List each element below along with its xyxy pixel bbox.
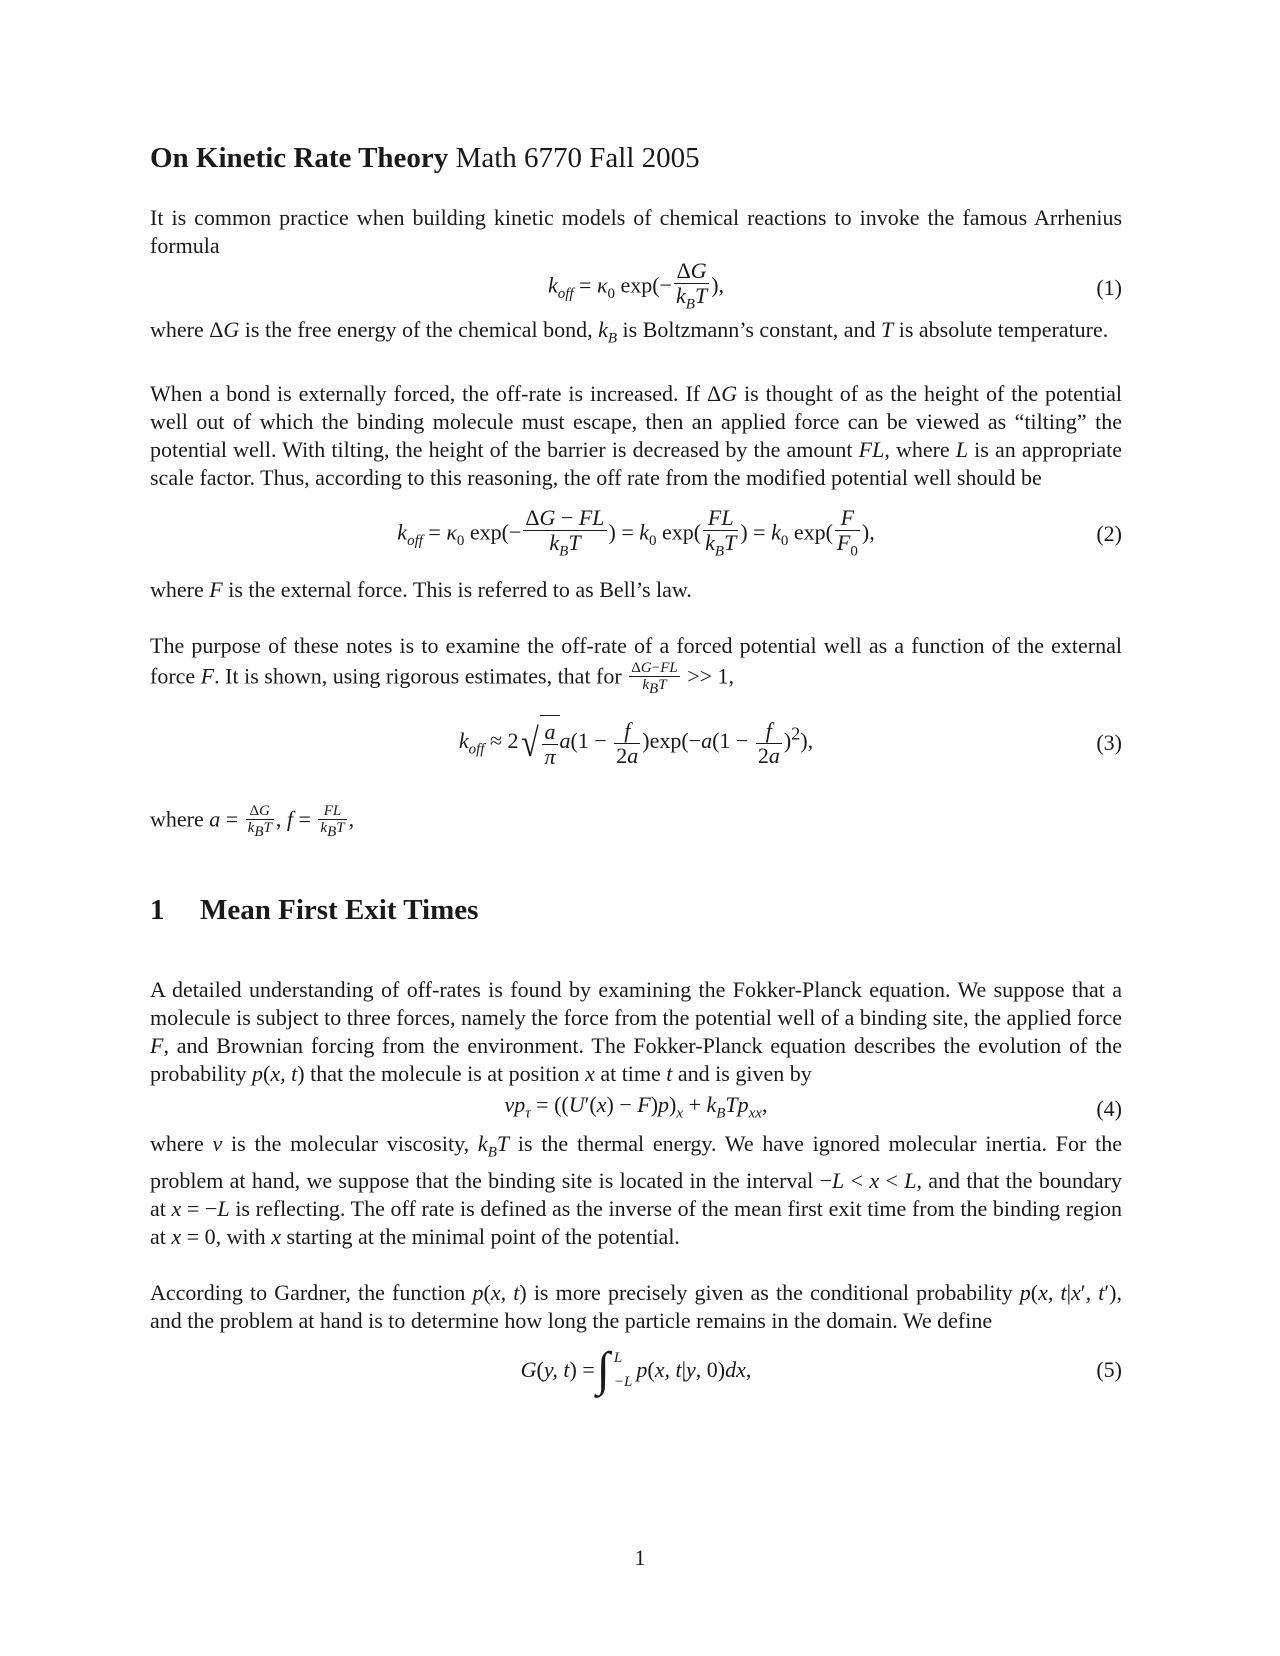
intro-paragraph: It is common practice when building kinetic models of chemical reactions to invoke the famous Arrhenius formula bbox=[150, 205, 1122, 258]
equation-4: $\nu p_\tau = ((U'(x) - F)p)_x + k_BTp_{xx}$, (4) bbox=[504, 1092, 1122, 1122]
bell-paragraph: When a bond is externally forced, the off-rate is increased. If ΔG is thought of as the height of the potential well out of which the binding molecule must escape, then an applied force can be viewed as “tilting” the potential well. With tilting, the height of the barrier is decreased by the amount FL, where L is an appropriate scale factor. Thus, according to this reasoning, the off rate from the modified potential well should be bbox=[150, 381, 1122, 491]
equation-3-number: (3) bbox=[1096, 730, 1122, 756]
bell-law-sentence: where F is the external force. This is referred to as Bell’s law. bbox=[150, 577, 692, 603]
section-title: Mean First Exit Times bbox=[200, 894, 479, 927]
equation-5-number: (5) bbox=[1096, 1356, 1122, 1382]
equation-1: $k_{off} = \kappa_0$ exp(− $\frac{\Delta G}{k_BT}$ ), (1) bbox=[547, 258, 1122, 313]
where-word: where bbox=[150, 806, 204, 832]
equation-2-number: (2) bbox=[1096, 521, 1122, 547]
intro-definitions: where ΔG is the free energy of the chemical bond, $k_B$ is Boltzmann’s constant, and T is absolute temperature. bbox=[150, 317, 1109, 347]
equation-1-number: (1) bbox=[1096, 275, 1122, 300]
title-bold: On Kinetic Rate Theory bbox=[150, 142, 449, 174]
equation-3: $k_{off} \approx 2$ √ $\frac{a}{\pi}$ a(1 − $\frac{f}{2a}$ )exp(−a(1 − $\frac{f}{2a}$ )$^2$), (3) bbox=[150, 697, 1122, 789]
purpose-paragraph: The purpose of these notes is to examine the off-rate of a forced potential well as a function of the external force F. It is shown, using rigorous estimates, that for $\frac{\Delta G-FL}{k_BT}$ >> 1, bbox=[150, 633, 1122, 698]
fokker-planck-paragraph: A detailed understanding of off-rates is found by examining the Fokker-Planck equation. We suppose that a molecule is subject to three forces, namely the force from the potential well of a binding site, the applied force F, and Brownian forcing from the environment. The Fokker-Planck equation describes the evolution of the probability p(x, t) that the molecule is at position x at time t and is given by bbox=[150, 977, 1122, 1087]
section-number: 1 bbox=[150, 894, 165, 927]
purpose-condition-tail: >> 1, bbox=[687, 663, 735, 689]
equation-5: G ( y, t ) = ∫ L −L p ( x, t | y , 0) dx , (5) bbox=[520, 1342, 1122, 1396]
page-number: 1 bbox=[634, 1545, 646, 1570]
section-heading bbox=[150, 892, 1122, 928]
paper-page bbox=[150, 140, 1122, 1405]
page-title bbox=[150, 140, 1122, 176]
equation-2: $k_{off} = \kappa_0$ exp(− $\frac{\Delta G - FL}{k_BT}$ ) = $k_0$ exp( $\frac{FL}{k_BT}$ ) = $k_0$ exp( $\frac{F}{F_0}$ ), (2) bbox=[397, 504, 1122, 560]
viscosity-paragraph: where ν is the molecular viscosity, $k_BT$ is the thermal energy. We have ignored molecular inertia. For the problem at hand, we suppose that the binding site is located in the interval −L < x < L, and that the boundary at x = −L is reflecting. The off rate is defined as the inverse of the mean first exit time from the binding region at x = 0, with x starting at the minimal point of the potential. bbox=[150, 1131, 1122, 1249]
equation-4-number: (4) bbox=[1096, 1096, 1122, 1122]
gardner-paragraph: According to Gardner, the function p(x, t) is more precisely given as the conditional probability p(x, t|x′, t′), and the problem at hand is to determine how long the particle remains in the domain. We define bbox=[150, 1279, 1122, 1333]
purpose-definitions: where a = $\frac{\Delta G}{k_BT}$ , f = $\frac{FL}{k_BT}$ , bbox=[150, 803, 355, 841]
title-course: Math 6770 Fall 2005 bbox=[455, 142, 700, 174]
